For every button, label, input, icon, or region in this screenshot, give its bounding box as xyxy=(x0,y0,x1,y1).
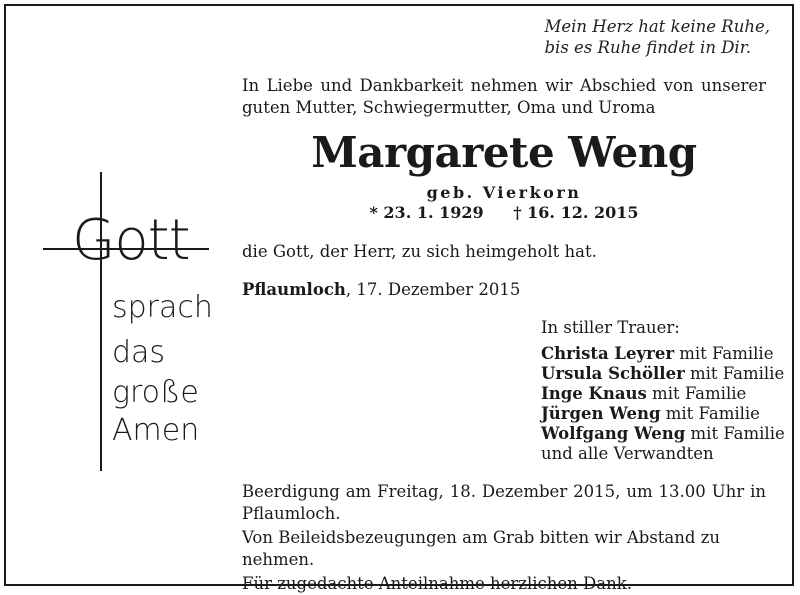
mourners-closing: und alle Verwandten xyxy=(541,444,714,463)
notice-date: , 17. Dezember 2015 xyxy=(345,280,521,299)
intro-text xyxy=(242,75,766,119)
bible-quote xyxy=(545,16,771,58)
place-date xyxy=(242,280,520,299)
mourner-entry xyxy=(541,364,785,384)
intro-line-1: In Liebe und Dankbarkeit nehmen wir Abschied von unserer xyxy=(242,76,766,95)
mourner-name: Christa Leyrer xyxy=(541,344,675,363)
condolences-text: Von Beileidsbezeugungen am Grab bitten wir Abstand zu nehmen. xyxy=(242,528,721,569)
cross-word-sprach: sprach xyxy=(112,290,213,325)
mourner-entry xyxy=(541,404,785,424)
mourners-list xyxy=(541,318,785,464)
death-date: † 16. 12. 2015 xyxy=(513,203,639,222)
funeral-info xyxy=(242,481,766,595)
mourner-entry xyxy=(541,344,785,364)
funeral-text: Beerdigung am Freitag, 18. Dezember 2015, um 13.00 Uhr in Pflaumloch. xyxy=(242,482,766,523)
cross-word-grosse: große xyxy=(112,375,199,410)
cross-word-das: das xyxy=(112,335,166,370)
mourner-name: Jürgen Weng xyxy=(541,404,661,423)
mourner-entry xyxy=(541,424,785,444)
mourner-suffix: mit Familie xyxy=(674,344,774,363)
deceased-name: Margarete Weng xyxy=(311,128,697,177)
intro-line-2: guten Mutter, Schwiegermutter, Oma und Uroma xyxy=(242,98,656,117)
birth-date: * 23. 1. 1929 xyxy=(369,203,484,222)
life-dates xyxy=(242,203,766,222)
birth-name: geb. Vierkorn xyxy=(426,183,582,202)
mourner-suffix: mit Familie xyxy=(660,404,760,423)
cross-word-amen: Amen xyxy=(112,413,200,448)
mourners-heading: In stiller Trauer: xyxy=(541,318,680,337)
mourner-name: Ursula Schöller xyxy=(541,364,685,383)
cross-word-gott: Gott xyxy=(72,208,190,273)
mourner-suffix: mit Familie xyxy=(684,364,785,383)
mourner-suffix: mit Familie xyxy=(646,384,747,403)
mourner-entry xyxy=(541,384,785,404)
called-home-text: die Gott, der Herr, zu sich heimgeholt hat. xyxy=(242,242,597,261)
thanks-text: Für zugedachte Anteilnahme herzlichen Dank. xyxy=(242,574,632,593)
place-name: Pflaumloch xyxy=(242,280,346,299)
quote-line-1: Mein Herz hat keine Ruhe, xyxy=(544,17,770,36)
mourner-name: Inge Knaus xyxy=(541,384,647,403)
mourner-name: Wolfgang Weng xyxy=(541,424,686,443)
quote-line-2: bis es Ruhe findet in Dir. xyxy=(544,38,752,57)
mourner-suffix: mit Familie xyxy=(685,424,785,443)
